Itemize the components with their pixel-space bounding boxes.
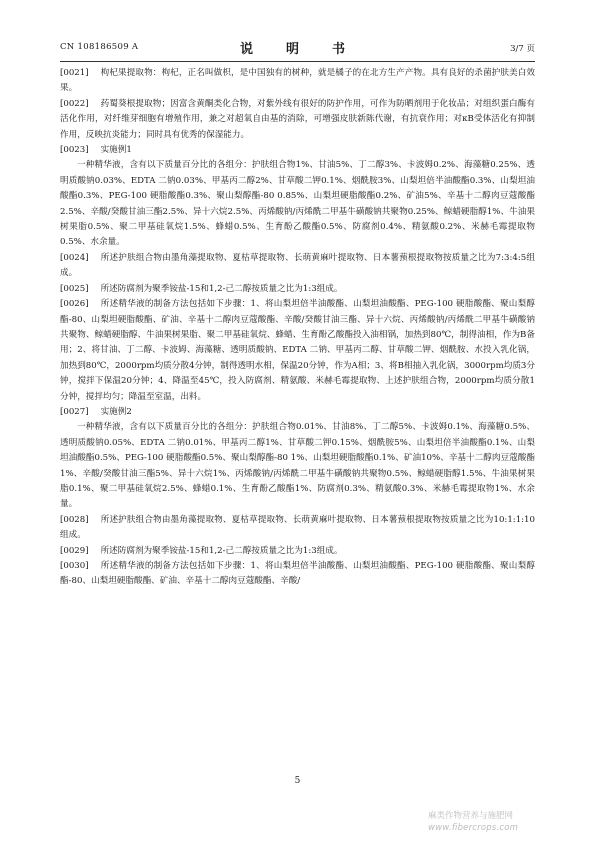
paragraph (60, 158, 535, 250)
page-number: 5 (294, 776, 301, 786)
paragraph (60, 544, 535, 559)
paragraph-text: 所述精华液的制备方法包括如下步骤：1、将山梨坦倍半油酸酯、山梨坦油酸酯、PEG-100 硬脂酸酯、聚山梨醇酯-80、山梨坦硬脂酸酯、矿油、辛基十二醇肉豆蔻酸酯、辛酸/ (60, 561, 535, 587)
header-rule (60, 61, 535, 62)
paragraph-text: 枸杞果提取物：枸杞，正名叫做枳，是中国独有的树种，就是橘子的在北方生产产物。具有良好的杀菌护肤美白效果。 (60, 68, 535, 94)
paragraph-text: 药蜀葵根提取物；因富含黄酮类化合物，对紫外线有很好的防护作用，可作为防晒剂用于化妆品；对组织蛋白酶有活化作用，对纤维芽细胞有增殖作用，兼之对超氧自由基的消除，可增强皮肤新陈代谢，有抗衰作用；对κB受体活化有抑制作用，反映抗炎能力；同时具有优秀的保湿能力。 (60, 98, 535, 140)
paragraph-number: [0022] (60, 98, 89, 109)
watermark-site-name: 麻类作物营养与施肥网 (428, 811, 514, 821)
paragraph-number: [0024] (60, 252, 89, 263)
paragraph (60, 282, 535, 297)
paragraph (60, 297, 535, 405)
page-reference: 3/7 页 (510, 44, 535, 54)
patent-number: CN 108186509 A (60, 42, 139, 52)
paragraph-text: 所述防腐剂为聚季铵盐-15和1,2-己二醇按质量之比为1:3组成。 (100, 545, 343, 556)
paragraph-number: [0029] (60, 545, 89, 556)
paragraph-text: 一种精华液，含有以下质量百分比的各组分：护肤组合物0.01%、甘油8%、丁二醇5%、卡波姆0.1%、海藻糖0.5%、透明质酸钠0.05%、EDTA 二钠0.01%、甲基丙二醇1%、甘草酸二钾0.15%、烟酰胺5%、山梨坦倍半油酸酯0.1%、山梨坦油酸酯0.5%、PEG-100 硬脂酸酯0.5%、聚山梨醇酯-80 1%、山梨坦硬脂酸酯0.1%、矿油10%、辛基十二醇肉豆蔻酸酯1%、辛酸/癸酸甘油三酯5%、异十六烷1%、丙烯酸钠/丙烯酰二甲基牛磺酸钠共聚物0.5%、鲸蜡硬脂醇1.5%、牛油果树果脂0.1%、聚二甲基硅氧烷2.5%、蜂蜡0.1%、生育酚乙酸酯1%、防腐剂0.3%、精氨酸0.3%、米赫毛霉提取物1%、水余量。 (60, 422, 535, 510)
watermark (428, 810, 518, 834)
watermark-url: www.fibercrops.com (428, 823, 519, 833)
paragraph (60, 420, 535, 512)
paragraph-text: 所述护肤组合物由墨角藻提取物、夏枯草提取物、长萌黄麻叶提取物、日本薯蓣根提取物按质量之比为7:3:4:5组成。 (60, 252, 535, 279)
document-title: 说 明 书 (239, 42, 355, 57)
paragraph-number: [0026] (60, 299, 89, 310)
paragraph (60, 251, 535, 282)
paragraph-number: [0027] (60, 406, 89, 417)
paragraph-text: 一种精华液，含有以下质量百分比的各组分：护肤组合物1%、甘油5%、丁二醇3%、卡波姆0.2%、海藻糖0.25%、透明质酸钠0.03%、EDTA 二钠0.03%、甲基丙二醇2%、甘草酸二钾0.1%、烟酰胺3%、山梨坦倍半油酸酯0.3%、山梨坦油酸酯0.3%、PEG-100 硬脂酸酯0.3%、聚山梨醇酯-80 0.85%、山梨坦硬脂酸酯0.2%、矿油5%、辛基十二醇肉豆蔻酸酯2.5%、辛酸/癸酸甘油三酯2.5%、异十六烷2.5%、丙烯酸钠/丙烯酰二甲基牛磺酸钠共聚物0.25%、鲸蜡硬脂醇1%、牛油果树果脂0.5%、聚二甲基硅氧烷1.5%、蜂蜡0.5%、生育酚乙酸酯0.5%、防腐剂0.4%、精氨酸0.2%、米赫毛霉提取物0.5%、水余量。 (60, 160, 535, 248)
document-body (60, 66, 535, 590)
paragraph-number: [0030] (60, 561, 89, 571)
paragraph (60, 66, 535, 97)
paragraph-text: 所述护肤组合物由墨角藻提取物、夏枯草提取物、长萌黄麻叶提取物、日本薯蓣根提取物按质量之比为10:1:1:10组成。 (60, 514, 535, 541)
paragraph (60, 559, 535, 590)
heading-text: 实施例1 (100, 145, 132, 156)
paragraph-text: 所述精华液的制备方法包括如下步骤：1、将山梨坦倍半油酸酯、山梨坦油酸酯、PEG-100 硬脂酸酯、聚山梨醇酯-80、山梨坦硬脂酸酯、矿油、辛基十二醇肉豆蔻酸酯、辛酸/癸酸甘油三酯、异十六烷、丙烯酸钠/丙烯酰二甲基牛磺酸钠共聚物、鲸蜡硬脂醇、牛油果树果脂、聚二甲基硅氧烷、蜂蜡、生育酚乙酸酯投入油相锅，加热到80℃，制得油相，作为B备用；2、将甘油、丁二醇、卡波姆、海藻糖、透明质酸钠、EDTA 二钠、甲基丙二醇、甘草酸二钾、烟酰胺、水投入乳化锅，加热到80℃，2000rpm均质分散4分钟，制得透明水相，保温20分钟，作为A相；3、将B相抽入乳化锅，3000rpm均质3分钟，搅拌下保温20分钟；4、降温至45℃，投入防腐剂、精氨酸、米赫毛霉提取物、上述护肤组合物，2000rpm均质分散1分钟，搅拌均匀；降温至室温，出料。 (60, 299, 535, 402)
section-heading (60, 405, 535, 420)
paragraph-number: [0021] (60, 68, 89, 78)
paragraph-number: [0023] (60, 145, 89, 156)
page-header (60, 38, 535, 58)
paragraph-number: [0025] (60, 283, 89, 294)
paragraph-number: [0028] (60, 514, 89, 525)
paragraph-text: 所述防腐剂为聚季铵盐-15和1,2-己二醇按质量之比为1:3组成。 (100, 283, 343, 294)
paragraph (60, 97, 535, 143)
section-heading (60, 143, 535, 158)
paragraph (60, 513, 535, 544)
heading-text: 实施例2 (100, 406, 132, 417)
